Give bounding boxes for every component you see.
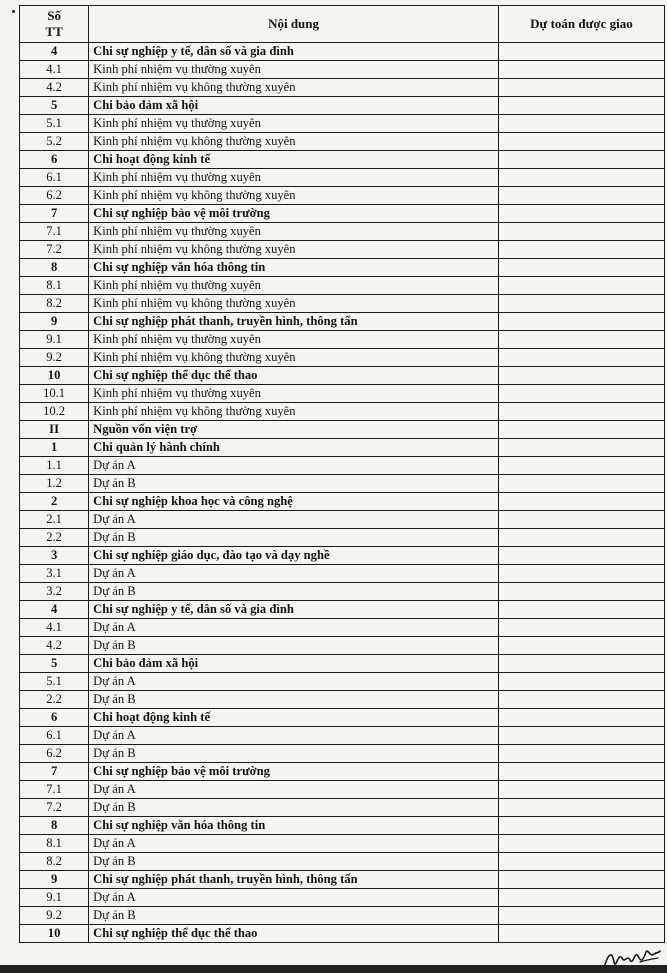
row-estimate xyxy=(498,763,664,781)
row-estimate xyxy=(498,205,664,223)
row-number: 5.1 xyxy=(20,115,89,133)
row-estimate xyxy=(498,493,664,511)
row-number: 8.1 xyxy=(20,835,89,853)
row-number: 10.2 xyxy=(20,403,89,421)
row-content: Chi sự nghiệp văn hóa thông tin xyxy=(89,259,499,277)
row-number: 5.1 xyxy=(20,673,89,691)
row-estimate xyxy=(498,727,664,745)
row-estimate xyxy=(498,259,664,277)
row-estimate xyxy=(498,43,664,61)
table-row xyxy=(20,907,665,925)
table-row xyxy=(20,115,665,133)
row-estimate xyxy=(498,835,664,853)
row-content: Kinh phí nhiệm vụ thường xuyên xyxy=(89,223,499,241)
row-number: 10.1 xyxy=(20,385,89,403)
row-number: 7 xyxy=(20,205,89,223)
row-estimate xyxy=(498,637,664,655)
row-number: 5.2 xyxy=(20,133,89,151)
row-number: 5 xyxy=(20,655,89,673)
row-content: Dự án A xyxy=(89,511,499,529)
row-estimate xyxy=(498,565,664,583)
row-content: Dự án B xyxy=(89,529,499,547)
row-content: Dự án B xyxy=(89,475,499,493)
row-number: II xyxy=(20,421,89,439)
row-number: 10 xyxy=(20,925,89,943)
row-content: Dự án A xyxy=(89,781,499,799)
table-row xyxy=(20,601,665,619)
table-row xyxy=(20,637,665,655)
row-estimate xyxy=(498,295,664,313)
table-row xyxy=(20,313,665,331)
table-row xyxy=(20,925,665,943)
table-row xyxy=(20,835,665,853)
row-number: 3.1 xyxy=(20,565,89,583)
row-content: Dự án A xyxy=(89,889,499,907)
row-content: Dự án B xyxy=(89,637,499,655)
row-estimate xyxy=(498,79,664,97)
row-content: Dự án B xyxy=(89,907,499,925)
table-row xyxy=(20,547,665,565)
row-content: Kinh phí nhiệm vụ thường xuyên xyxy=(89,61,499,79)
row-estimate xyxy=(498,511,664,529)
row-estimate xyxy=(498,655,664,673)
row-number: 2.2 xyxy=(20,691,89,709)
row-content: Chi bảo đảm xã hội xyxy=(89,655,499,673)
row-estimate xyxy=(498,241,664,259)
row-content: Dự án B xyxy=(89,691,499,709)
row-estimate xyxy=(498,673,664,691)
table-row xyxy=(20,223,665,241)
header-no: Số TT xyxy=(20,6,89,43)
table-row xyxy=(20,691,665,709)
row-content: Nguồn vốn viện trợ xyxy=(89,421,499,439)
row-estimate xyxy=(498,457,664,475)
row-number: 9.1 xyxy=(20,889,89,907)
row-estimate xyxy=(498,385,664,403)
row-content: Dự án B xyxy=(89,853,499,871)
row-number: 6 xyxy=(20,151,89,169)
row-estimate xyxy=(498,421,664,439)
row-content: Chi sự nghiệp y tế, dân số và gia đình xyxy=(89,43,499,61)
row-estimate xyxy=(498,871,664,889)
table-row xyxy=(20,331,665,349)
row-number: 9.1 xyxy=(20,331,89,349)
row-content: Chi hoạt động kinh tế xyxy=(89,709,499,727)
row-estimate xyxy=(498,583,664,601)
row-number: 4.1 xyxy=(20,619,89,637)
row-content: Chi sự nghiệp phát thanh, truyền hình, thông tấn xyxy=(89,871,499,889)
table-row xyxy=(20,259,665,277)
row-number: 6.1 xyxy=(20,727,89,745)
row-estimate xyxy=(498,529,664,547)
row-content: Kinh phí nhiệm vụ thường xuyên xyxy=(89,385,499,403)
row-content: Kinh phí nhiệm vụ không thường xuyên xyxy=(89,403,499,421)
row-number: 2 xyxy=(20,493,89,511)
row-number: 9 xyxy=(20,313,89,331)
row-content: Chi sự nghiệp bảo vệ môi trường xyxy=(89,763,499,781)
row-estimate xyxy=(498,745,664,763)
row-number: 1.1 xyxy=(20,457,89,475)
table-row xyxy=(20,853,665,871)
row-estimate xyxy=(498,781,664,799)
row-number: 8 xyxy=(20,817,89,835)
row-number: 7.2 xyxy=(20,241,89,259)
table-row xyxy=(20,619,665,637)
row-number: 8.1 xyxy=(20,277,89,295)
table-row xyxy=(20,529,665,547)
row-number: 8 xyxy=(20,259,89,277)
row-estimate xyxy=(498,439,664,457)
row-number: 8.2 xyxy=(20,853,89,871)
row-content: Kinh phí nhiệm vụ không thường xuyên xyxy=(89,295,499,313)
row-content: Dự án B xyxy=(89,745,499,763)
table-row xyxy=(20,349,665,367)
table-row xyxy=(20,457,665,475)
budget-table xyxy=(19,5,665,943)
table-row xyxy=(20,133,665,151)
table-row xyxy=(20,763,665,781)
row-estimate xyxy=(498,853,664,871)
row-number: 1.2 xyxy=(20,475,89,493)
row-content: Kinh phí nhiệm vụ không thường xuyên xyxy=(89,349,499,367)
row-number: 9 xyxy=(20,871,89,889)
table-header xyxy=(20,6,665,43)
row-content: Chi sự nghiệp bảo vệ môi trường xyxy=(89,205,499,223)
row-content: Kinh phí nhiệm vụ không thường xuyên xyxy=(89,133,499,151)
table-row xyxy=(20,745,665,763)
row-content: Kinh phí nhiệm vụ thường xuyên xyxy=(89,169,499,187)
row-estimate xyxy=(498,151,664,169)
row-estimate xyxy=(498,313,664,331)
row-content: Chi hoạt động kinh tế xyxy=(89,151,499,169)
row-estimate xyxy=(498,403,664,421)
row-number: 7.1 xyxy=(20,223,89,241)
row-number: 10 xyxy=(20,367,89,385)
table-row xyxy=(20,205,665,223)
table-row xyxy=(20,61,665,79)
row-estimate xyxy=(498,709,664,727)
row-content: Chi sự nghiệp phát thanh, truyền hình, thông tấn xyxy=(89,313,499,331)
row-content: Chi sự nghiệp y tế, dân số và gia đình xyxy=(89,601,499,619)
row-number: 1 xyxy=(20,439,89,457)
row-estimate xyxy=(498,817,664,835)
row-estimate xyxy=(498,799,664,817)
table-row xyxy=(20,889,665,907)
row-content: Dự án A xyxy=(89,619,499,637)
row-content: Dự án A xyxy=(89,727,499,745)
row-content: Kinh phí nhiệm vụ thường xuyên xyxy=(89,331,499,349)
row-estimate xyxy=(498,907,664,925)
row-number: 9.2 xyxy=(20,349,89,367)
row-number: 4 xyxy=(20,601,89,619)
row-number: 2.1 xyxy=(20,511,89,529)
header-content: Nội dung xyxy=(89,6,499,43)
table-row xyxy=(20,781,665,799)
table-row xyxy=(20,79,665,97)
row-estimate xyxy=(498,169,664,187)
row-number: 6.1 xyxy=(20,169,89,187)
row-estimate xyxy=(498,367,664,385)
row-content: Chi quản lý hành chính xyxy=(89,439,499,457)
row-number: 7 xyxy=(20,763,89,781)
table-row xyxy=(20,295,665,313)
row-content: Dự án A xyxy=(89,457,499,475)
scan-edge xyxy=(0,965,667,973)
table-row xyxy=(20,871,665,889)
row-estimate xyxy=(498,889,664,907)
table-row xyxy=(20,727,665,745)
row-number: 6.2 xyxy=(20,745,89,763)
row-estimate xyxy=(498,115,664,133)
row-content: Chi sự nghiệp giáo dục, đào tạo và dạy nghề xyxy=(89,547,499,565)
row-number: 7.1 xyxy=(20,781,89,799)
row-content: Chi sự nghiệp thể dục thể thao xyxy=(89,367,499,385)
row-content: Kinh phí nhiệm vụ thường xuyên xyxy=(89,277,499,295)
table-row xyxy=(20,799,665,817)
scan-mark xyxy=(12,10,15,13)
row-number: 4.1 xyxy=(20,61,89,79)
row-content: Dự án A xyxy=(89,835,499,853)
row-content: Dự án A xyxy=(89,673,499,691)
table-row xyxy=(20,511,665,529)
table-row xyxy=(20,421,665,439)
row-content: Kinh phí nhiệm vụ không thường xuyên xyxy=(89,241,499,259)
header-estimate: Dự toán được giao xyxy=(498,6,664,43)
row-estimate xyxy=(498,619,664,637)
row-number: 7.2 xyxy=(20,799,89,817)
table-row xyxy=(20,277,665,295)
row-content: Kinh phí nhiệm vụ không thường xuyên xyxy=(89,79,499,97)
row-content: Chi sự nghiệp khoa học và công nghệ xyxy=(89,493,499,511)
row-content: Chi sự nghiệp thể dục thể thao xyxy=(89,925,499,943)
table-row xyxy=(20,475,665,493)
table-row xyxy=(20,817,665,835)
row-number: 6.2 xyxy=(20,187,89,205)
row-estimate xyxy=(498,475,664,493)
row-content: Kinh phí nhiệm vụ không thường xuyên xyxy=(89,187,499,205)
header-row xyxy=(20,6,665,43)
table-row xyxy=(20,709,665,727)
table-row xyxy=(20,43,665,61)
row-estimate xyxy=(498,547,664,565)
table-body xyxy=(20,43,665,943)
row-number: 4.2 xyxy=(20,79,89,97)
row-number: 3 xyxy=(20,547,89,565)
row-number: 6 xyxy=(20,709,89,727)
row-number: 2.2 xyxy=(20,529,89,547)
row-content: Dự án B xyxy=(89,799,499,817)
row-content: Chi bảo đảm xã hội xyxy=(89,97,499,115)
table-row xyxy=(20,241,665,259)
table-row xyxy=(20,187,665,205)
row-number: 5 xyxy=(20,97,89,115)
row-estimate xyxy=(498,691,664,709)
row-content: Dự án B xyxy=(89,583,499,601)
table-row xyxy=(20,493,665,511)
table-row xyxy=(20,403,665,421)
table-row xyxy=(20,151,665,169)
table-row xyxy=(20,673,665,691)
row-estimate xyxy=(498,349,664,367)
row-estimate xyxy=(498,223,664,241)
table-row xyxy=(20,169,665,187)
row-estimate xyxy=(498,187,664,205)
row-content: Chi sự nghiệp văn hóa thông tin xyxy=(89,817,499,835)
row-estimate xyxy=(498,133,664,151)
row-estimate xyxy=(498,61,664,79)
table-row xyxy=(20,439,665,457)
row-estimate xyxy=(498,601,664,619)
row-estimate xyxy=(498,97,664,115)
row-estimate xyxy=(498,331,664,349)
table-row xyxy=(20,655,665,673)
table-row xyxy=(20,385,665,403)
table-row xyxy=(20,97,665,115)
row-content: Kinh phí nhiệm vụ thường xuyên xyxy=(89,115,499,133)
table-row xyxy=(20,583,665,601)
row-number: 4.2 xyxy=(20,637,89,655)
row-number: 8.2 xyxy=(20,295,89,313)
row-number: 9.2 xyxy=(20,907,89,925)
table-row xyxy=(20,367,665,385)
table-row xyxy=(20,565,665,583)
row-number: 4 xyxy=(20,43,89,61)
row-estimate xyxy=(498,277,664,295)
row-content: Dự án A xyxy=(89,565,499,583)
row-number: 3.2 xyxy=(20,583,89,601)
row-estimate xyxy=(498,925,664,943)
